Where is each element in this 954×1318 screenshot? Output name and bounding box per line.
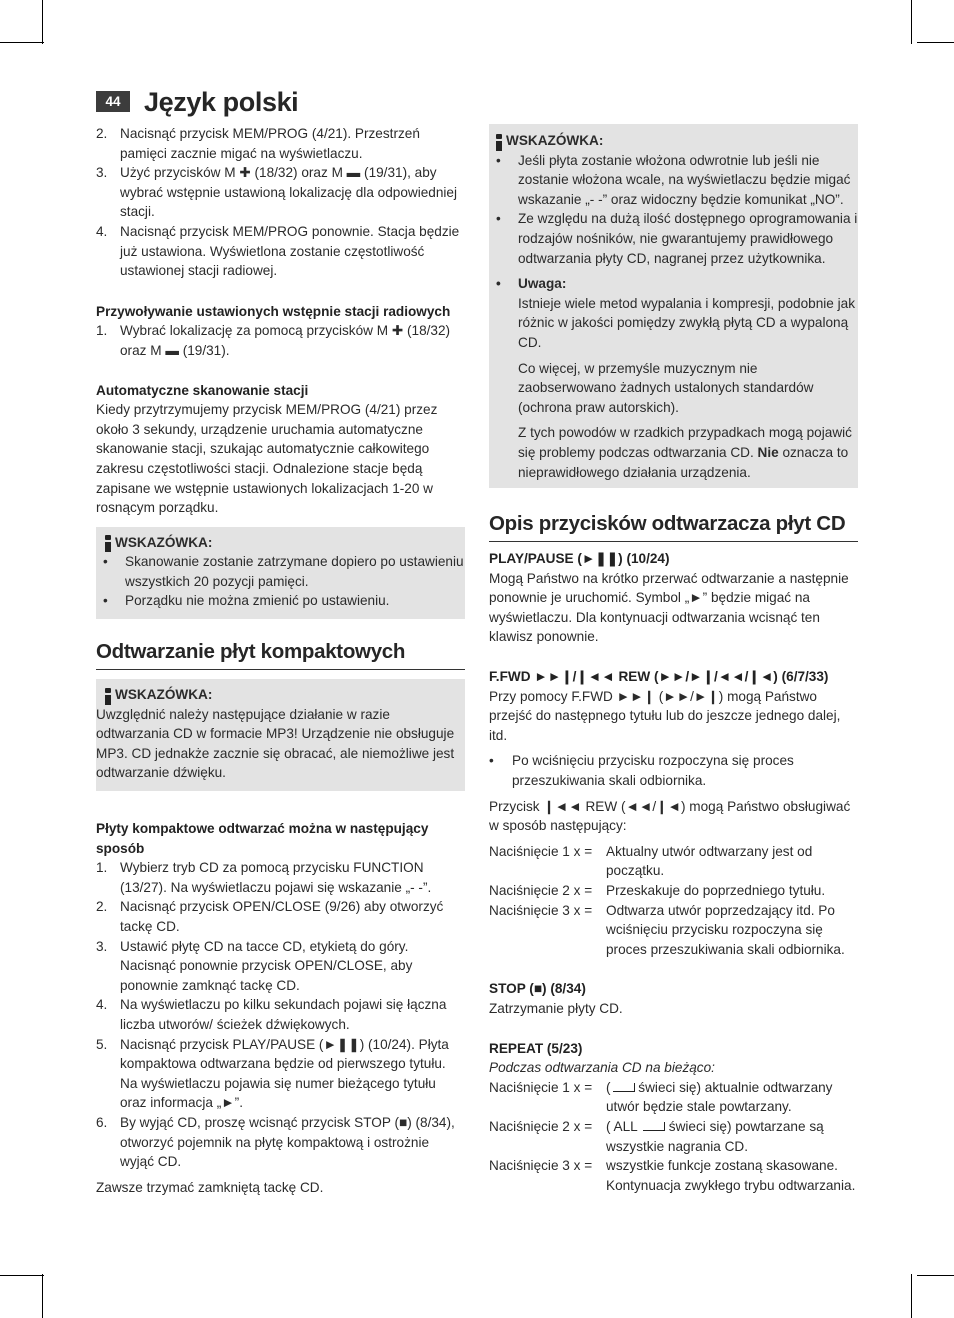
list-item	[96, 937, 465, 996]
step-text: Wybrać lokalizację za pomocą przycisków M ✚ (18/32) oraz M ▬ (19/31).	[120, 323, 451, 358]
definition-key: Naciśnięcie 3 x =	[489, 1158, 593, 1174]
uwaga-paragraph: Co więcej, w przemyśle muzycznym nie zaobserwowano żadnych ustalonych standardów (ochrona praw autorskich).	[518, 360, 814, 415]
uwaga-text: oznacza to nieprawidłowego działania urządzenia.	[518, 444, 849, 480]
autoscan-text: Kiedy przytrzymujemy przycisk MEM/PROG (4/21) przez około 3 sekundy, urządzenie uruchamia automatyczne skanowanie stacji, szukając automatycznie całkowitego zakresu częstotliwości stacji. Odnalezione stacje będą zapisane we wstępnie ustawionych lokalizacjach 1-20 w rosnącym porządku.	[96, 402, 438, 516]
note-title	[96, 533, 465, 553]
list-item	[96, 591, 465, 611]
crop-mark	[911, 1274, 912, 1318]
note-text: Uwzględnić należy następujące działanie w razie odtwarzania CD w formacie MP3! Urządzenie nie obsługuje MP3. CD jednakże zacznie się obracać, ale niemożliwe jest odtwarzanie dźwięku.	[96, 706, 455, 781]
rew-text: Przycisk ❙◄◄ REW (◄◄/❙◄) mogą Państwo obsługiwać w sposób następujący:	[489, 798, 851, 834]
step-text: Użyć przycisków M ✚ (18/32) oraz M ▬ (19/31), aby wybrać wstępnie ustawioną lokalizację dla odpowiedniej stacji.	[120, 165, 458, 220]
section-heading: Odtwarzanie płyt kompaktowych	[96, 639, 465, 670]
step-text: Nacisnąć przycisk PLAY/PAUSE (►❚❚) (10/24). Płyta kompaktowa odtwarzana będzie od pierwszego tytułu. Na wyświetlaczu pojawia się numer bieżącego tytułu oraz informacja „►”.	[120, 1036, 449, 1111]
list-item	[96, 124, 465, 163]
list-item	[96, 222, 465, 281]
list-item	[96, 1035, 465, 1113]
list-item	[96, 1113, 465, 1172]
info-icon	[103, 535, 113, 552]
step-number: 5.	[96, 1036, 108, 1052]
play-heading: Płyty kompaktowe odtwarzać można w następujący sposób	[96, 821, 429, 856]
step-text: Nacisnąć przycisk MEM/PROG ponownie. Stacja będzie już ustawiona. Wyświetlona zostanie częstotliwość ustawionej stacji radiowej.	[120, 223, 460, 279]
repeat-heading: REPEAT (5/23)	[489, 1040, 583, 1056]
recall-steps-list	[96, 321, 465, 360]
info-icon	[103, 688, 113, 705]
autoscan-heading: Automatyczne skanowanie stacji	[96, 382, 309, 398]
bullet-text: Skanowanie zostanie zatrzymane dopiero po ustawieniu wszystkich 20 pozycji pamięci.	[125, 554, 464, 589]
uwaga-paragraph: Istnieje wiele metod wypalania i kompresji, podobnie jak różnic w jakości pomiędzy zwykłą płytą CD a wypaloną CD.	[518, 295, 856, 350]
bullet-icon: •	[496, 276, 501, 292]
definition-key: Naciśnięcie 2 x =	[489, 883, 593, 898]
page-title: Język polski	[144, 87, 299, 117]
note-title	[489, 131, 858, 151]
list-item	[96, 321, 465, 360]
definition-key: Naciśnięcie 1 x =	[489, 1079, 593, 1095]
definition-value	[606, 1117, 858, 1156]
definition-row	[489, 901, 858, 960]
step-number: 2.	[96, 899, 108, 915]
list-item	[96, 858, 465, 897]
bullet-text: Ze względu na dużą ilość dostępnego oprogramowania i rodzajów nośników, nie gwarantujemy prawidłowego odtwarzania płyty CD, nagranej przez użytkownika.	[518, 211, 858, 266]
playpause-text: Mogą Państwo na krótko przerwać odtwarzanie a następnie ponownie je uruchomić. Symbol „►” będzie migać na wyświetlaczu. Dla kontynuacji odtwarzania wcisnąć ten klawisz ponownie.	[489, 570, 849, 645]
step-text: Nacisnąć przycisk MEM/PROG (4/21). Przestrzeń pamięci zacznie migać na wyświetlaczu.	[120, 126, 420, 161]
definition-key: Naciśnięcie 1 x =	[489, 843, 593, 859]
bullet-text: Jeśli płyta zostanie włożona odwrotnie lub jeśli nie zostanie włożona wcale, na wyświetlaczu będzie migać wskazanie „- -” oraz widoczny będzie komunikat „NO”.	[518, 152, 851, 207]
list-item	[96, 552, 465, 591]
definition-row	[489, 1117, 858, 1156]
definition-value: Przeskakuje do poprzedniego tytułu.	[606, 883, 826, 898]
note-bullets	[489, 151, 858, 294]
preset-steps-list	[96, 124, 465, 281]
bullet-icon: •	[496, 211, 501, 227]
note-bullets	[96, 552, 465, 611]
step-number: 1.	[96, 323, 108, 339]
list-item	[489, 151, 858, 210]
section-heading: Opis przycisków odtwarzacza płyt CD	[489, 511, 858, 542]
step-text: Wybierz tryb CD za pomocą przycisku FUNCTION (13/27). Na wyświetlaczu pojawi się wskazanie „- -”.	[120, 860, 432, 895]
step-number: 3.	[96, 938, 108, 954]
step-number: 6.	[96, 1114, 108, 1130]
definition-text: wszystkie funkcje zostaną skasowane. Kontynuacja zwykłego trybu odtwarzania.	[606, 1158, 856, 1193]
note-box	[96, 527, 465, 619]
rew-definitions	[489, 842, 858, 960]
definition-text: świeci się) aktualnie odtwarzany utwór będzie stale powtarzany.	[606, 1079, 833, 1115]
page-header	[96, 84, 858, 120]
step-text: Nacisnąć przycisk OPEN/CLOSE (9/26) aby otworzyć tackę CD.	[120, 899, 444, 934]
ffwd-bullets	[489, 751, 858, 790]
recall-heading: Przywoływanie ustawionych wstępnie stacji radiowych	[96, 303, 451, 319]
definition-value	[606, 1156, 858, 1195]
step-number: 3.	[96, 165, 108, 181]
play-steps-list	[96, 858, 465, 1172]
definition-text: (	[606, 1079, 611, 1095]
step-text: Na wyświetlaczu po kilku sekundach pojawi się łączna liczba utworów/ ścieżek dźwiękowych.	[120, 997, 447, 1032]
definition-value: Aktualny utwór odtwarzany jest od początku.	[606, 843, 813, 879]
crop-mark	[917, 42, 954, 43]
step-number: 1.	[96, 860, 108, 876]
left-column	[96, 124, 465, 1197]
uwaga-bold-text: Nie	[757, 444, 779, 460]
definition-row	[489, 881, 858, 901]
bullet-icon: •	[103, 554, 108, 570]
info-icon	[494, 134, 504, 151]
list-item	[96, 995, 465, 1034]
step-text: Ustawić płytę CD na tacce CD, etykietą do góry. Nacisnąć ponownie przycisk OPEN/CLOSE, aby ponownie zamknąć tackę CD.	[120, 938, 413, 993]
note-box	[96, 679, 465, 791]
note-title-text: WSKAZÓWKA:	[506, 133, 604, 148]
step-number: 4.	[96, 223, 108, 239]
crop-mark	[42, 1274, 43, 1318]
list-item	[489, 751, 858, 790]
repeat-subtitle: Podczas odtwarzania CD na bieżąco:	[489, 1060, 715, 1076]
list-item	[489, 209, 858, 268]
crop-mark	[917, 1275, 954, 1276]
list-item	[489, 274, 858, 294]
definition-row	[489, 1156, 858, 1195]
definition-value: Odtwarza utwór poprzedzający itd. Po wciśnięciu przycisku rozpoczyna się proces przeszukiwania skali odbiornika.	[606, 902, 845, 957]
crop-mark	[911, 0, 912, 44]
playpause-heading: PLAY/PAUSE (►❚❚) (10/24)	[489, 551, 670, 567]
list-item	[96, 897, 465, 936]
step-number: 4.	[96, 997, 108, 1013]
definition-row	[489, 1078, 858, 1117]
bullet-icon: •	[489, 753, 494, 769]
definition-key: Naciśnięcie 2 x =	[489, 1118, 593, 1134]
repeat-definitions	[489, 1078, 858, 1196]
repeat-icon	[643, 1122, 665, 1131]
definition-row	[489, 842, 858, 881]
bullet-icon: •	[496, 152, 501, 168]
note-title-text: WSKAZÓWKA:	[115, 687, 213, 703]
note-title	[96, 685, 465, 705]
bullet-text: Porządku nie można zmienić po ustawieniu.	[125, 593, 390, 609]
uwaga-text: Z tych powodów w rzadkich przypadkach mogą pojawić się problemy podczas odtwarzania CD.	[518, 425, 852, 460]
page-number: 44	[96, 91, 130, 112]
closing-text: Zawsze trzymać zamkniętą tackę CD.	[96, 1179, 324, 1195]
crop-mark	[0, 42, 44, 43]
stop-text: Zatrzymanie płyty CD.	[489, 1000, 623, 1016]
note-title-text: WSKAZÓWKA:	[115, 534, 213, 550]
stop-heading: STOP (■) (8/34)	[489, 981, 586, 997]
definition-text: ( ALL	[606, 1118, 642, 1134]
crop-mark	[0, 1275, 44, 1276]
uwaga-paragraph	[489, 423, 858, 482]
bullet-text: Po wciśnięciu przycisku rozpoczyna się proces przeszukiwania skali odbiornika.	[512, 753, 794, 789]
right-column	[489, 124, 858, 1195]
step-number: 2.	[96, 126, 108, 141]
note-box	[489, 124, 858, 488]
definition-text: świeci się) powtarzane są wszystkie nagrania CD.	[606, 1118, 824, 1154]
step-text: By wyjąć CD, proszę wcisnąć przycisk STOP (■) (8/34), otworzyć pojemnik na płytę kompaktową i ostrożnie wyjąć CD.	[120, 1114, 455, 1170]
ffwd-text: Przy pomocy F.FWD ►►❙ (►►/►❙) mogą Państwo przejść do następnego tytułu lub do jeszcze jednego dalej, itd.	[489, 688, 841, 743]
repeat-icon	[613, 1083, 635, 1092]
bullet-icon: •	[103, 593, 108, 609]
crop-mark	[42, 0, 43, 44]
definition-key: Naciśnięcie 3 x =	[489, 902, 593, 918]
definition-value	[606, 1078, 858, 1117]
list-item	[96, 163, 465, 222]
uwaga-label: Uwaga:	[518, 276, 567, 292]
ffwd-heading: F.FWD ►►❙/❙◄◄ REW (►►/►❙/◄◄/❙◄) (6/7/33)	[489, 669, 829, 685]
